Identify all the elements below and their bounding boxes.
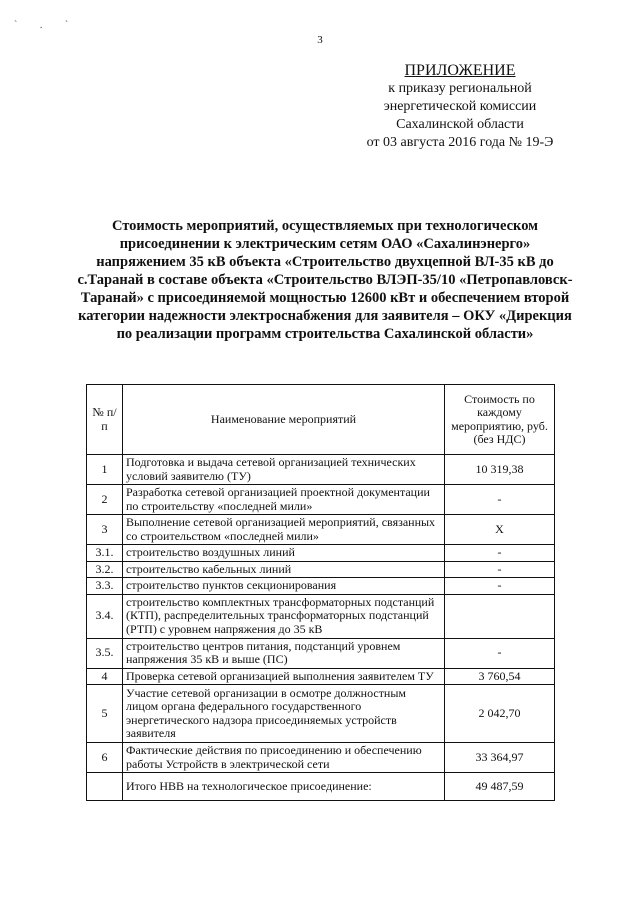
row-name: Участие сетевой организации в осмотре должностным лицом органа федерального государственного энергетического надзора присоединяемых устройств заявителя [123, 685, 445, 743]
cost-table [86, 384, 555, 801]
row-cost: - [445, 485, 555, 515]
row-name: Разработка сетевой организацией проектной документации по строительству «последней мили» [123, 485, 445, 515]
row-name: строительство комплектных трансформаторных подстанций (КТП), распределительных трансформаторных подстанций (РТП) с уровнем напряжения до 35 кВ [123, 594, 445, 638]
row-cost: 33 364,97 [445, 743, 555, 773]
row-num: 6 [87, 743, 123, 773]
row-cost: 3 760,54 [445, 668, 555, 685]
table-row [87, 594, 555, 638]
row-cost: - [445, 638, 555, 668]
header-cost: Стоимость по каждому мероприятию, руб. (без НДС) [445, 385, 555, 455]
appendix-line: от 03 августа 2016 года № 19-Э [366, 135, 554, 150]
header-num: № п/п [87, 385, 123, 455]
row-name: строительство кабельных линий [123, 561, 445, 578]
table-row [87, 561, 555, 578]
total-cost: 49 487,59 [445, 773, 555, 801]
table-row [87, 455, 555, 485]
row-num: 5 [87, 685, 123, 743]
row-num: 3.4. [87, 594, 123, 638]
row-num: 4 [87, 668, 123, 685]
row-num: 3.3. [87, 578, 123, 595]
table-row [87, 545, 555, 562]
total-num [87, 773, 123, 801]
table-row [87, 578, 555, 595]
row-name: Проверка сетевой организацией выполнения заявителем ТУ [123, 668, 445, 685]
table-header-row [87, 385, 555, 455]
row-num: 3.1. [87, 545, 123, 562]
appendix-title: ПРИЛОЖЕНИЕ [404, 62, 516, 79]
header-name: Наименование мероприятий [123, 385, 445, 455]
row-num: 3.2. [87, 561, 123, 578]
row-cost: - [445, 578, 555, 595]
row-num: 3 [87, 515, 123, 545]
row-name: Фактические действия по присоединению и обеспечению работы Устройств в электрической сети [123, 743, 445, 773]
row-num: 1 [87, 455, 123, 485]
row-cost: X [445, 515, 555, 545]
row-name: строительство центров питания, подстанций уровнем напряжения 35 кВ и выше (ПС) [123, 638, 445, 668]
row-name: строительство воздушных линий [123, 545, 445, 562]
page-number: 3 [317, 34, 323, 46]
appendix-line: к приказу региональной [388, 81, 532, 96]
table-row [87, 743, 555, 773]
table-row [87, 668, 555, 685]
table-row [87, 685, 555, 743]
row-cost [445, 594, 555, 638]
row-num: 3.5. [87, 638, 123, 668]
total-row [87, 773, 555, 801]
row-name: строительство пунктов секционирования [123, 578, 445, 595]
row-cost: 2 042,70 [445, 685, 555, 743]
appendix-block [330, 62, 590, 152]
row-name: Подготовка и выдача сетевой организацией технических условий заявителю (ТУ) [123, 455, 445, 485]
scan-specks: ` . ` [14, 20, 79, 31]
total-label: Итого НВВ на технологическое присоединение: [123, 773, 445, 801]
row-cost: 10 319,38 [445, 455, 555, 485]
row-cost: - [445, 545, 555, 562]
row-num: 2 [87, 485, 123, 515]
row-name: Выполнение сетевой организацией мероприятий, связанных со строительством «последней мили» [123, 515, 445, 545]
table-row [87, 515, 555, 545]
table-row [87, 485, 555, 515]
appendix-line: Сахалинской области [396, 117, 524, 132]
document-heading: Стоимость мероприятий, осуществляемых при технологическом присоединении к электрическим сетям ОАО «Сахалинэнерго» напряжением 35 кВ объекта «Строительство двухцепной ВЛ-35 кВ до с.Таранай в составе объекта «Строительство ВЛЭП-35/10 «Петропавловск-Таранай» с присоединяемой мощностью 12600 кВт и обеспечением второй категории надежности электроснабжения для заявителя – ОКУ «Дирекция по реализации программ строительства Сахалинской области» [77, 218, 573, 342]
table-row [87, 638, 555, 668]
row-cost: - [445, 561, 555, 578]
appendix-line: энергетической комиссии [383, 99, 537, 114]
